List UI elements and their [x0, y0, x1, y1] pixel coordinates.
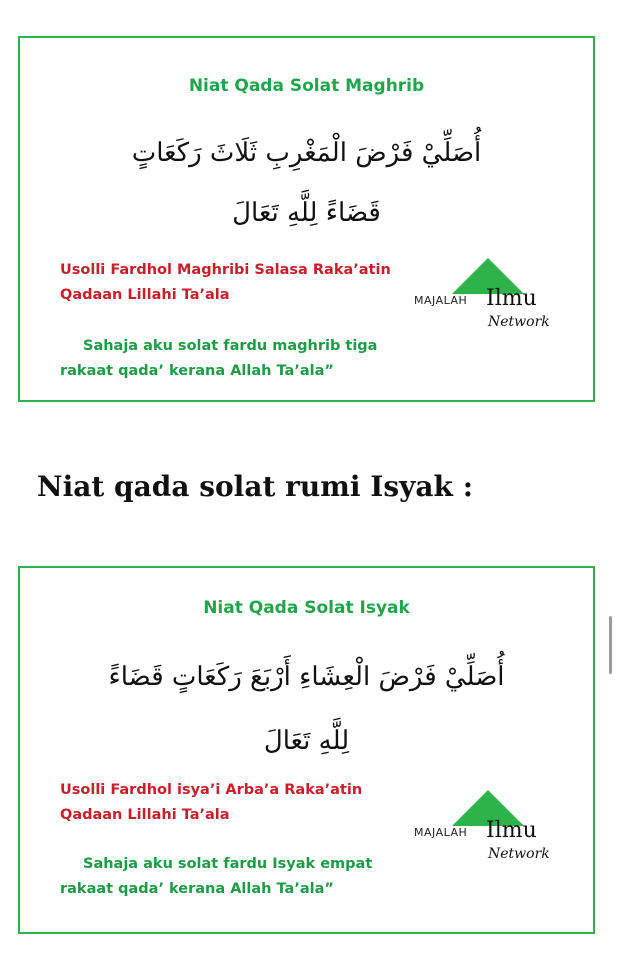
isyak-translit-line1: Usolli Fardhol isya’i Arba’a Raka’atin — [60, 782, 363, 798]
isyak-arabic-line1: أُصَلِّيْ فَرْضَ الْعِشَاءِ أَرْبَعَ رَكَعَاتٍ قَضَاءً — [108, 662, 505, 692]
logo-name: Ilmu — [486, 818, 537, 843]
maghrib-transliteration — [60, 258, 391, 308]
scrollbar[interactable] — [609, 616, 612, 674]
maghrib-arabic-line1: أُصَلِّيْ فَرْضَ الْمَغْرِبِ ثَلَاثَ رَكَعَاتٍ — [131, 138, 482, 168]
isyak-transliteration — [60, 778, 362, 828]
logo-brand: MAJALAH — [414, 294, 468, 307]
isyak-title: Niat Qada Solat Isyak — [203, 598, 410, 618]
maghrib-translit-line2: Qadaan Lillahi Ta’ala — [60, 287, 230, 303]
majalah-ilmu-logo — [414, 790, 564, 880]
isyak-translit-line2: Qadaan Lillahi Ta’ala — [60, 807, 230, 823]
maghrib-title: Niat Qada Solat Maghrib — [188, 76, 425, 96]
maghrib-arabic-line2: قَضَاءً لِلَّهِ تَعَالَ — [232, 198, 381, 228]
section-heading-isyak: Niat qada solat rumi Isyak : — [37, 470, 474, 503]
isyak-meaning — [60, 852, 372, 902]
majalah-ilmu-logo — [414, 258, 564, 348]
isyak-meaning-line2: rakaat qada’ kerana Allah Ta’ala” — [60, 881, 334, 897]
maghrib-translit-line1: Usolli Fardhol Maghribi Salasa Raka’atin — [60, 262, 391, 278]
isyak-meaning-line1: Sahaja aku solat fardu Isyak empat — [83, 856, 373, 872]
maghrib-meaning-line1: Sahaja aku solat fardu maghrib tiga — [83, 338, 378, 354]
logo-brand: MAJALAH — [414, 826, 468, 839]
logo-tagline: Network — [488, 314, 550, 330]
logo-tagline: Network — [488, 846, 550, 862]
maghrib-meaning — [60, 334, 377, 384]
logo-name: Ilmu — [486, 286, 537, 311]
maghrib-meaning-line2: rakaat qada’ kerana Allah Ta’ala” — [60, 363, 334, 379]
niat-isyak-card — [18, 566, 595, 934]
isyak-arabic-line2: لِلَّهِ تَعَالَ — [263, 726, 350, 756]
niat-maghrib-card — [18, 36, 595, 402]
